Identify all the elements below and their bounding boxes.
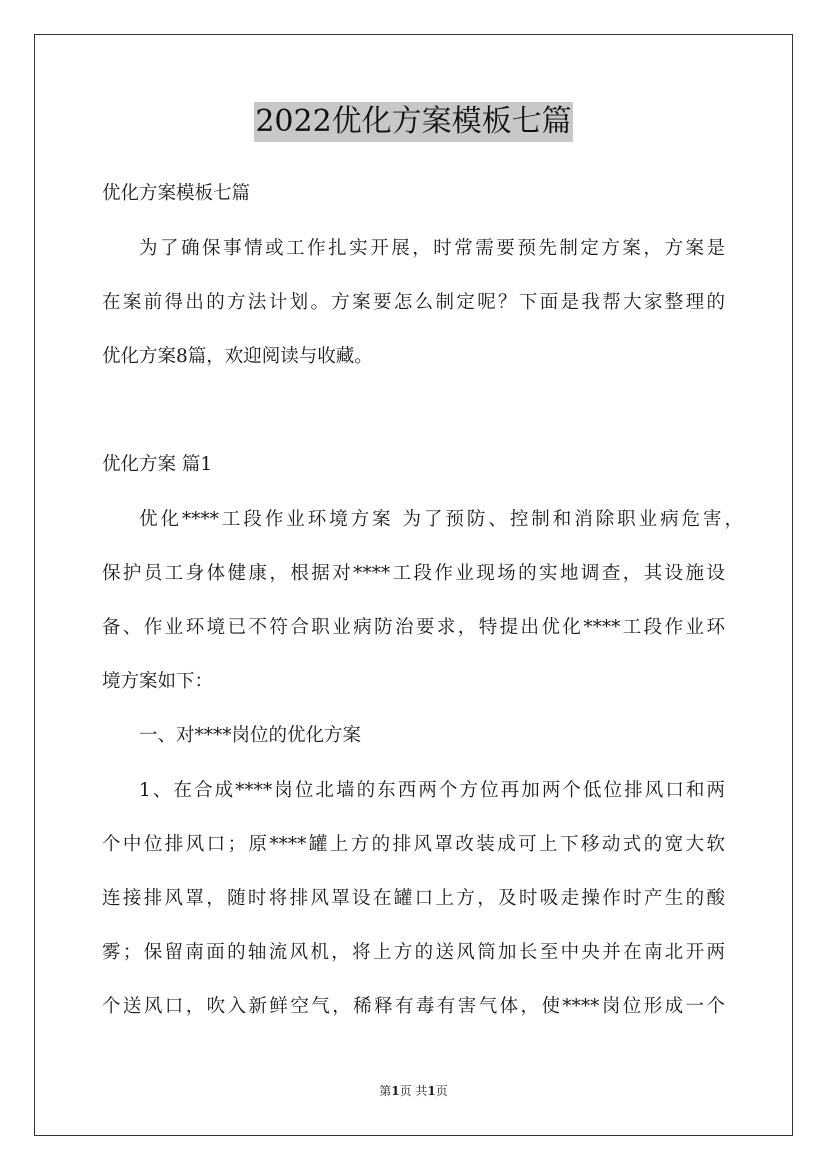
subsection-heading: 一、对****岗位的优化方案 — [139, 725, 362, 746]
section-heading: 优化方案 篇1 — [102, 454, 213, 475]
paragraph-line-2: 保护员工身体健康，根据对****工段作业现场的实地调查，其设施设 — [102, 563, 725, 584]
item-line-2: 个中位排风口；原****罐上方的排风罩改装成可上下移动式的宽大软 — [102, 834, 725, 855]
subtitle-line: 优化方案模板七篇 — [102, 183, 251, 204]
item-line-4: 雾；保留南面的轴流风机，将上方的送风筒加长至中央并在南北开两 — [102, 942, 725, 963]
item-line-1: 1、在合成****岗位北墙的东西两个方位再加两个低位排风口和两 — [139, 780, 725, 801]
title-container — [0, 102, 827, 142]
intro-line-1: 为了确保事情或工作扎实开展，时常需要预先制定方案，方案是 — [139, 238, 725, 259]
item-line-5: 个送风口，吹入新鲜空气，稀释有毒有害气体，使****岗位形成一个 — [102, 996, 725, 1017]
paragraph-line-3: 备、作业环境已不符合职业病防治要求，特提出优化****工段作业环 — [102, 617, 725, 638]
paragraph-line-1: 优化****工段作业环境方案 为了预防、控制和消除职业病危害， — [139, 509, 743, 530]
page-footer — [0, 1083, 827, 1099]
paragraph-line-4: 境方案如下： — [102, 671, 214, 692]
intro-line-2: 在案前得出的方法计划。方案要怎么制定呢？下面是我帮大家整理的 — [102, 292, 725, 313]
page-number: 1 — [391, 1084, 400, 1098]
document-title: 2022优化方案模板七篇 — [254, 102, 572, 142]
page-prefix: 第 — [379, 1084, 392, 1098]
page-mid: 页 共 — [399, 1084, 428, 1098]
page-total: 1 — [427, 1084, 436, 1098]
item-line-3: 连接排风罩，随时将排风罩设在罐口上方，及时吸走操作时产生的酸 — [102, 888, 725, 909]
page-suffix: 页 — [435, 1084, 448, 1098]
intro-line-3: 优化方案8篇，欢迎阅读与收藏。 — [102, 346, 373, 367]
